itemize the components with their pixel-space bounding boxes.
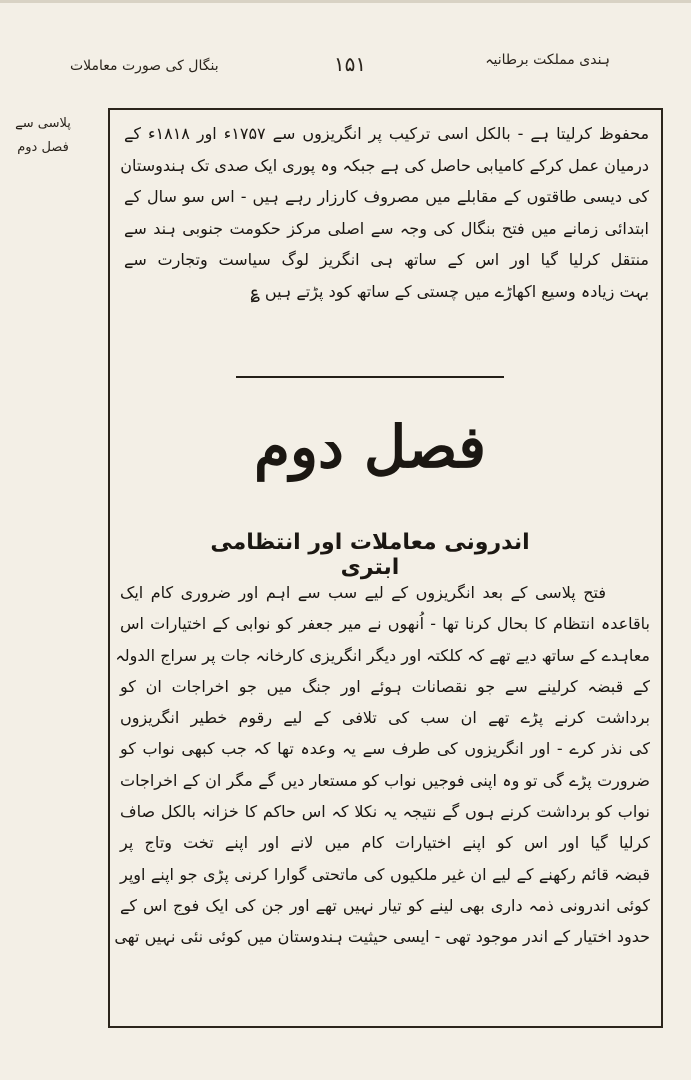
text-line: کی نذر کرے - اور انگریزوں کی طرف سے یہ وعدہ تھا کہ جب کبھی نواب کو xyxy=(120,739,650,759)
text-line: کے قبضہ کرلینے سے جو نقصانات ہوئے اور جنگ میں جو اخراجات ان کو xyxy=(120,676,650,696)
text-line: ضرورت پڑے گی تو وہ اپنی فوجیں نواب کو مستعار دیں گے مگر ان کے اخراجات xyxy=(120,770,650,790)
text-line: محفوظ کرلیتا ہے - بالکل اسی ترکیب پر انگریزوں سے ۱۷۵۷ء اور ۱۸۱۸ء کے xyxy=(124,124,650,143)
text-line: منتقل کرلیا گیا اور اس کے ساتھ ہی انگریز لوگ سیاست وتجارت سے xyxy=(124,250,649,269)
text-line: کی دیسی طاقتوں کے مقابلے میں مصروف کارزار رہے ہیں - اس سو سال کے xyxy=(124,187,649,206)
text-line: ابتدائی زمانے میں فتح بنگال کی وجہ سے اصلی مرکز حکومت جنوبی ہند سے xyxy=(124,218,649,238)
text-line: باقاعدہ انتظام کا بحال کرنا تھا - اُنھوں نے میر جعفر کو نوابی کے اختیارات اس xyxy=(120,614,650,634)
text-line: درمیان عمل کرکے کامیابی حاصل کی ہے جبکہ وہ پوری ایک صدی تک ہندوستان xyxy=(120,155,649,175)
text-line: قبضہ قائم رکھنے کے لیے ان غیر ملکیوں کی ماتحتی گوارا کرنی پڑی جو اپنے اوپر xyxy=(120,864,650,884)
section-title: اندرونی معاملات اور انتظامی ابتری xyxy=(210,530,530,580)
text-line: نواب کو برداشت کرنے ہوں گے نتیجہ یہ نکلا کہ اس حاکم کا خزانہ بالکل صاف xyxy=(120,802,650,822)
margin-note-line: فصل دوم xyxy=(17,140,69,155)
text-line: حدود اختیار کے اندر موجود تھی - ایسی حیثیت ہندوستان میں کوئی نئی نہیں تھی xyxy=(114,927,650,947)
chapter-running-title: بنگال کی صورت معاملات xyxy=(70,58,219,74)
text-line: بہت زیادہ وسیع اکھاڑے میں چستی کے ساتھ کود پڑتے ہیں ؏ xyxy=(250,281,649,301)
chapter-title: فصل دوم xyxy=(254,413,486,481)
margin-note xyxy=(8,112,78,192)
section-divider xyxy=(236,376,504,378)
body-paragraph xyxy=(114,577,650,953)
text-line: برداشت کرنے پڑے تھے ان سب کی تلافی کے لیے رقوم خطیر انگریزوں xyxy=(120,708,650,728)
margin-note-line: پلاسی سے xyxy=(15,116,71,131)
text-line: معاہدے کے ساتھ دیے تھے کہ کلکتہ اور دیگر انگریزی کارخانہ جات پر سراج الدولہ xyxy=(115,645,650,665)
page-number: ۱۵۱ xyxy=(333,52,367,76)
text-line: فتح پلاسی کے بعد انگریزوں کے لیے سب سے اہم اور ضروری کام ایک xyxy=(120,583,606,602)
book-title: ہندی مملکت برطانیہ xyxy=(485,52,610,68)
text-line: کرلیا گیا اور اس کو اپنے اختیارات کام میں لانے اور اپنے تخت وتاج پر xyxy=(120,833,650,853)
top-paragraph xyxy=(120,118,650,307)
text-line: کوئی اندرونی ذمہ داری بھی لینے کو تیار نہیں تھے اور جن کی ایک فوج اس کے xyxy=(120,895,650,915)
page-edge xyxy=(0,0,691,3)
running-header xyxy=(70,52,630,92)
